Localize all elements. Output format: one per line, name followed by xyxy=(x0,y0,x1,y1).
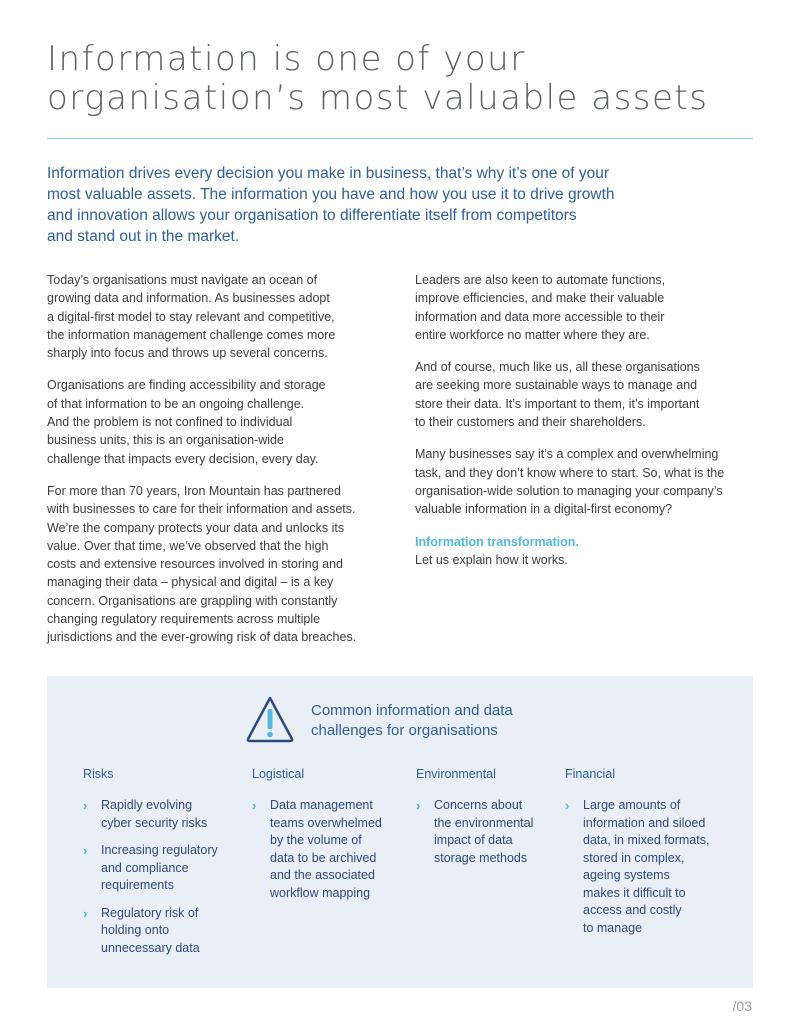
panel-title-line: Common information and data xyxy=(311,702,513,719)
text-line: And of course, much like us, all these organisations xyxy=(415,360,700,375)
category-environmental xyxy=(416,767,561,877)
challenges-panel xyxy=(47,676,753,988)
category-logistical xyxy=(252,767,407,912)
text-line: For more than 70 years, Iron Mountain has partnered xyxy=(47,483,341,498)
warning-icon xyxy=(245,695,295,743)
page-title-line: Information is one of your xyxy=(47,39,526,79)
list-item xyxy=(83,797,243,832)
item-line: storage methods xyxy=(434,850,528,865)
text-line: We’re the company protects your data and unlocks its xyxy=(47,520,345,535)
intro-line: most valuable assets. The information you have and how you use it to drive growth xyxy=(47,186,615,203)
text-line: organisation-wide solution to managing your company’s xyxy=(415,483,723,498)
text-line: costs and extensive resources involved in storing and xyxy=(47,557,343,572)
item-line: Regulatory risk of xyxy=(101,905,199,920)
text-line: Today’s organisations must navigate an ocean of xyxy=(47,273,318,287)
item-line: stored in complex, xyxy=(583,850,685,865)
chevron-right-icon: › xyxy=(83,798,88,813)
item-line: to manage xyxy=(583,920,643,935)
text-line: And the problem is not confined to individual xyxy=(47,415,293,430)
text-line: entire workforce no matter where they are. xyxy=(415,327,650,342)
closing-text: Let us explain how it works. xyxy=(415,552,568,567)
text-line: Leaders are also keen to automate functions, xyxy=(415,273,666,287)
item-line: and the associated xyxy=(270,868,375,882)
item-line: Rapidly evolving xyxy=(101,798,193,812)
text-line: concern. Organisations are grappling with constantly xyxy=(47,593,338,608)
item-line: access and costly xyxy=(583,903,682,917)
chevron-right-icon: › xyxy=(252,798,257,813)
page-title xyxy=(47,40,767,118)
text-line: managing their data – physical and digital – is a key xyxy=(47,575,334,590)
intro-line: and stand out in the market. xyxy=(47,228,240,245)
text-line: sharply into focus and throws up several concerns. xyxy=(47,346,328,361)
text-line: Organisations are finding accessibility and storage xyxy=(47,378,326,393)
panel-title-line: challenges for organisations xyxy=(311,722,498,739)
intro-line: and innovation allows your organisation to differentiate itself from competitors xyxy=(47,207,577,224)
text-line: to their customers and their shareholders. xyxy=(415,415,646,430)
item-line: cyber security risks xyxy=(101,815,208,830)
text-line: growing data and information. As businesses adopt xyxy=(47,291,330,306)
text-line: improve efficiencies, and make their valuable xyxy=(415,291,665,306)
category-list xyxy=(416,797,561,867)
item-line: impact of data xyxy=(434,833,513,847)
left-paragraph-3 xyxy=(47,482,387,647)
category-list xyxy=(565,797,735,937)
text-line: value. Over that time, we’ve observed that the high xyxy=(47,538,329,553)
item-line: Data management xyxy=(270,798,373,812)
item-line: the environmental xyxy=(434,815,534,830)
text-line: are seeking more sustainable ways to manage and xyxy=(415,378,698,393)
page-title-line: organisation’s most valuable assets xyxy=(47,78,709,118)
text-line: Many businesses say it’s a complex and overwhelming xyxy=(415,447,719,462)
intro-line: Information drives every decision you make in business, that’s why it’s one of your xyxy=(47,165,610,182)
intro-paragraph xyxy=(47,163,707,247)
left-column xyxy=(47,271,387,661)
panel-title xyxy=(311,701,513,741)
left-paragraph-1 xyxy=(47,271,387,362)
item-line: requirements xyxy=(101,878,174,892)
item-line: information and siloed xyxy=(583,815,706,830)
item-line: data to be archived xyxy=(270,850,377,865)
list-item xyxy=(416,797,561,867)
text-line: business units, this is an organisation-wide xyxy=(47,433,284,448)
item-line: unnecessary data xyxy=(101,940,200,955)
category-financial xyxy=(565,767,735,947)
right-paragraph-4 xyxy=(415,533,760,570)
text-line: challenge that impacts every decision, every day. xyxy=(47,451,319,466)
text-line: changing regulatory requirements across multiple xyxy=(47,612,321,627)
item-line: and compliance xyxy=(101,860,189,875)
item-line: Concerns about xyxy=(434,798,523,812)
item-line: by the volume of xyxy=(270,833,362,847)
item-line: makes it difficult to xyxy=(583,885,686,900)
text-line: task, and they don’t know where to start. So, what is the xyxy=(415,465,725,480)
item-line: holding onto xyxy=(101,923,170,937)
text-line: jurisdictions and the ever-growing risk of data breaches. xyxy=(47,630,357,645)
right-column xyxy=(415,271,760,583)
category-list xyxy=(252,797,407,902)
list-item xyxy=(565,797,735,937)
category-heading: Financial xyxy=(565,767,616,781)
category-heading: Environmental xyxy=(416,767,496,781)
chevron-right-icon: › xyxy=(83,905,88,921)
text-line: store their data. It’s important to them, it’s important xyxy=(415,396,700,411)
right-paragraph-2 xyxy=(415,358,760,431)
left-paragraph-2 xyxy=(47,376,387,467)
text-line: the information management challenge comes more xyxy=(47,327,336,342)
text-line: of that information to be an ongoing challenge. xyxy=(47,396,305,411)
list-item xyxy=(83,905,243,958)
text-line: valuable information in a digital-first economy? xyxy=(415,502,673,517)
item-line: Increasing regulatory xyxy=(101,843,218,857)
right-paragraph-3 xyxy=(415,445,760,518)
category-heading: Risks xyxy=(83,767,114,781)
category-list xyxy=(83,797,243,957)
text-line: with businesses to care for their information and assets. xyxy=(47,502,356,517)
highlight-text: Information transformation. xyxy=(415,534,579,549)
item-line: teams overwhelmed xyxy=(270,815,382,830)
title-divider xyxy=(47,138,753,139)
page-number: /03 xyxy=(732,998,752,1014)
category-risks xyxy=(83,767,243,967)
chevron-right-icon: › xyxy=(416,798,421,813)
item-line: data, in mixed formats, xyxy=(583,833,710,847)
list-item xyxy=(252,797,407,902)
item-line: ageing systems xyxy=(583,868,670,882)
list-item xyxy=(83,842,243,895)
item-line: Large amounts of xyxy=(583,798,681,812)
right-paragraph-1 xyxy=(415,271,760,344)
chevron-right-icon: › xyxy=(565,798,570,813)
chevron-right-icon: › xyxy=(83,843,88,858)
item-line: workflow mapping xyxy=(270,885,371,900)
text-line: a digital-first model to stay relevant and competitive, xyxy=(47,309,335,324)
text-line: information and data more accessible to their xyxy=(415,309,665,324)
category-heading: Logistical xyxy=(252,767,305,781)
